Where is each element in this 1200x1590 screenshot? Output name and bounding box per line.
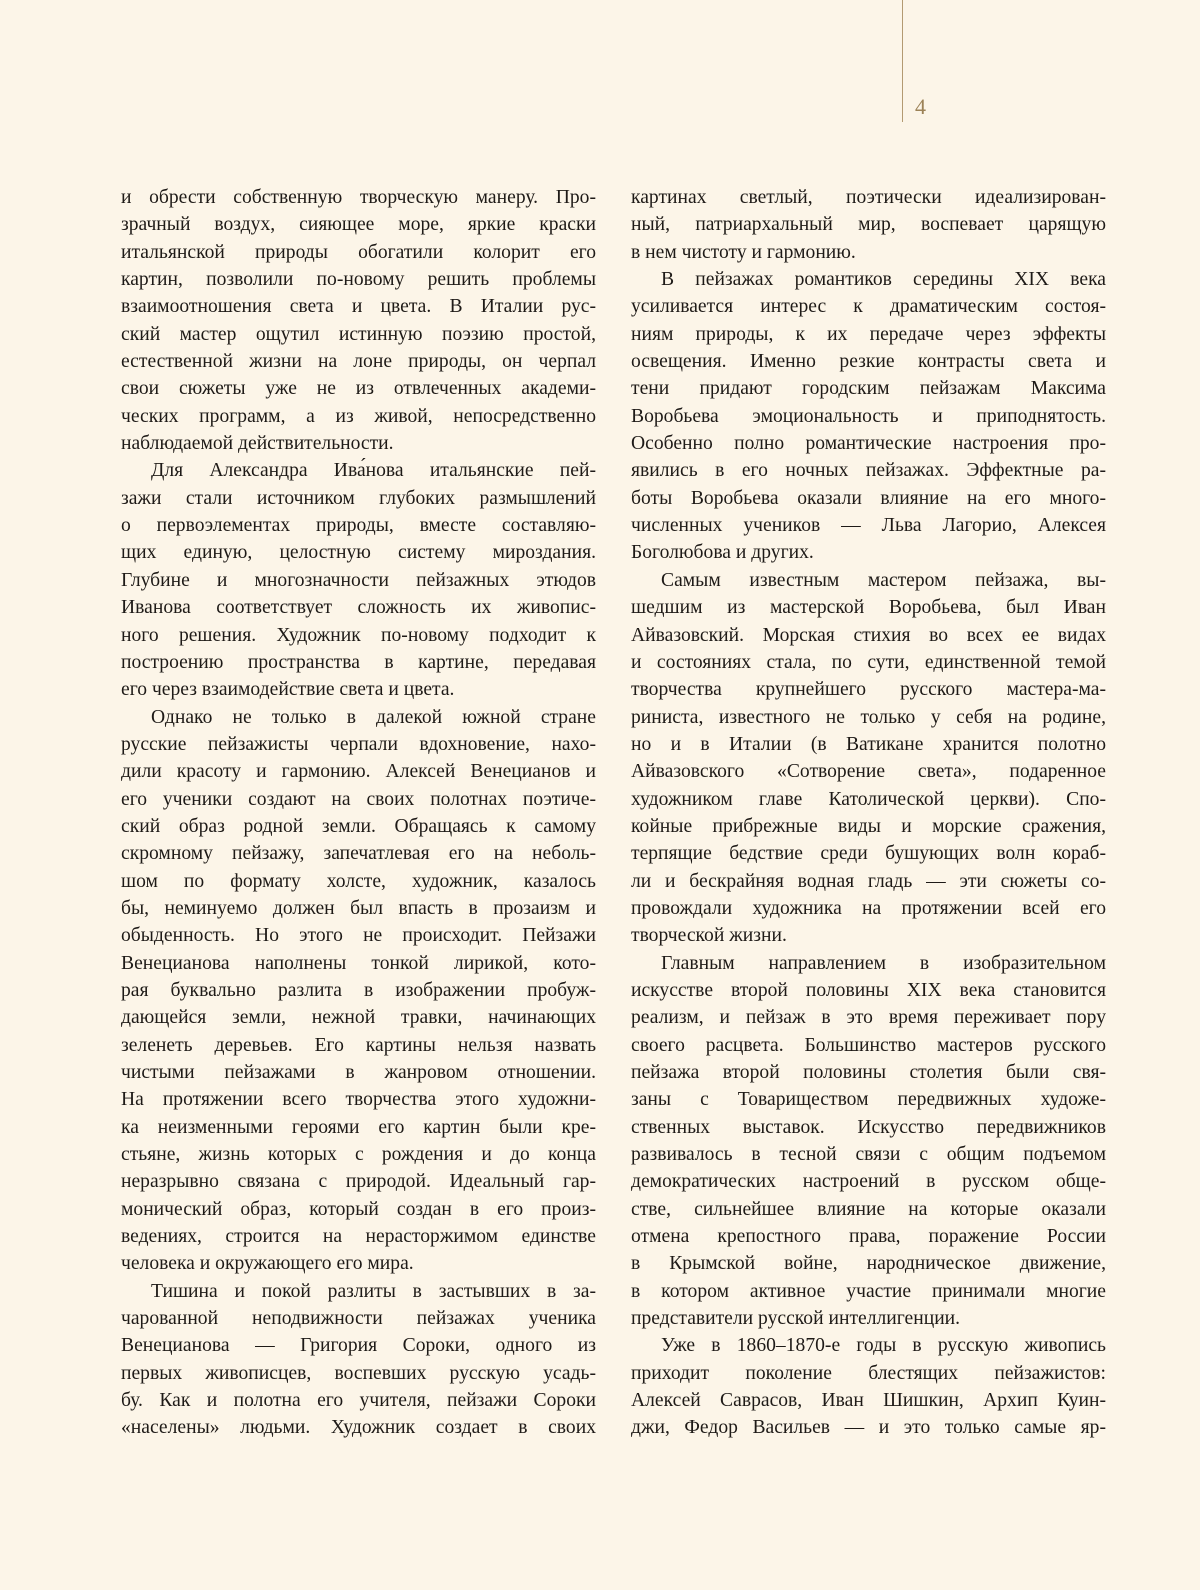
text-line: построению пространства в картине, передавая	[121, 651, 596, 673]
text-line: дили красоту и гармонию. Алексей Венецианов и	[121, 761, 596, 783]
text-line: его через взаимодействие света и цвета.	[121, 679, 455, 701]
text-line: ный, патриархальный мир, воспевает царящую	[631, 214, 1106, 236]
text-line: бу. Как и полотна его учителя, пейзажи Сороки	[121, 1390, 596, 1412]
text-line: шедшим из мастерской Воробьева, был Иван	[631, 597, 1106, 619]
text-line: Алексей Саврасов, Иван Шишкин, Архип Куин-	[631, 1390, 1106, 1412]
text-line: Для Александра Ива́нова итальянские пей-	[151, 460, 596, 482]
text-line: ский мастер ощутил истинную поэзию простой,	[121, 323, 596, 345]
text-line: численных учеников — Льва Лагорио, Алексея	[631, 515, 1106, 537]
text-line: в Крымской войне, народническое движение,	[631, 1253, 1106, 1275]
text-line: зеленеть деревьев. Его картины нельзя назвать	[121, 1034, 596, 1056]
text-line: русские пейзажисты черпали вдохновение, нахо-	[121, 733, 596, 755]
text-line: представители русской интеллигенции.	[631, 1308, 961, 1330]
text-line: зрачный воздух, сияющее море, яркие краски	[121, 214, 596, 236]
header-divider-line	[902, 0, 903, 122]
text-line: и обрести собственную творческую манеру. Про-	[121, 187, 596, 208]
text-line: Айвазовского «Сотворение света», подаренное	[631, 761, 1106, 783]
text-line: чарованной неподвижности пейзажах ученика	[121, 1308, 596, 1330]
text-line: ного решения. Художник по-новому подходит к	[121, 624, 596, 646]
text-line: искусстве второй половины XIX века становится	[631, 979, 1106, 1001]
text-line: Венецианова наполнены тонкой лирикой, кото-	[121, 952, 596, 974]
text-line: монический образ, который создан в его произ-	[121, 1198, 596, 1220]
text-line: взаимоотношения света и цвета. В Италии рус-	[121, 296, 596, 318]
text-line: ли и бескрайняя водная гладь — эти сюжеты со-	[631, 870, 1106, 892]
text-line: Боголюбова и других.	[631, 542, 814, 564]
text-line: шом по формату холсте, художник, казалось	[121, 870, 596, 892]
text-line: пейзажа второй половины столетия были свя-	[631, 1062, 1106, 1083]
text-line: своего расцвета. Большинство мастеров русского	[631, 1034, 1106, 1056]
text-line: Тишина и покой разлиты в застывших в за-	[151, 1280, 596, 1302]
text-line: творчества крупнейшего русского мастера-ма-	[631, 679, 1106, 701]
text-line: скромному пейзажу, запечатлевая его на неболь-	[121, 843, 596, 865]
text-line: реализм, и пейзаж в это время переживает пору	[631, 1007, 1106, 1029]
text-line: стве, сильнейшее влияние на которые оказали	[631, 1198, 1106, 1220]
text-line: в нем чистоту и гармонию.	[631, 241, 856, 263]
text-line: В пейзажах романтиков середины XIX века	[661, 269, 1106, 291]
text-line: демократических настроений в русском обще-	[631, 1171, 1106, 1193]
text-line: но и в Италии (в Ватикане хранится полотно	[631, 733, 1106, 755]
text-line: его ученики создают на своих полотнах поэтиче-	[121, 788, 596, 810]
text-line: обыденность. Но этого не происходит. Пейзажи	[121, 925, 596, 947]
text-line: чистыми пейзажами в жанровом отношении.	[121, 1062, 596, 1083]
text-line: Однако не только в далекой южной стране	[151, 706, 596, 728]
text-line: терпящие бедствие среди бушующих волн кораб-	[631, 843, 1106, 865]
text-line: ческих программ, а из живой, непосредственно	[121, 405, 596, 427]
text-line: Венецианова — Григория Сороки, одного из	[121, 1335, 596, 1357]
text-line: явились в его ночных пейзажах. Эффектные ра-	[631, 460, 1106, 482]
text-line: первых живописцев, воспевших русскую усадь-	[121, 1362, 596, 1384]
text-line: ниям природы, к их передаче через эффекты	[631, 323, 1106, 345]
text-line: Воробьева эмоциональность и приподнятость.	[631, 405, 1106, 427]
text-line: Уже в 1860–1870-е годы в русскую живопись	[661, 1335, 1106, 1357]
text-line: Самым известным мастером пейзажа, вы-	[661, 569, 1106, 591]
text-line: Иванова соответствует сложность их живопис-	[121, 597, 596, 619]
text-line: картинах светлый, поэтически идеализирован-	[631, 187, 1106, 208]
text-line: ка неизменными героями его картин были кре-	[121, 1116, 596, 1138]
text-line: рая буквально разлита в изображении пробуж-	[121, 979, 596, 1001]
text-line: Айвазовский. Морская стихия во всех ее видах	[631, 624, 1106, 646]
text-line: наблюдаемой действительности.	[121, 433, 394, 455]
text-line: человека и окружающего его мира.	[121, 1253, 414, 1275]
text-line: риниста, известного не только у себя на родине,	[631, 706, 1106, 728]
text-line: итальянской природы обогатили колорит его	[121, 241, 596, 263]
text-line: бы, неминуемо должен был впасть в прозаизм и	[121, 897, 596, 919]
text-line: «населены» людьми. Художник создает в своих	[121, 1417, 596, 1439]
text-line: Глубине и многозначности пейзажных этюдов	[121, 569, 596, 591]
text-line: естественной жизни на лоне природы, он черпал	[121, 351, 596, 373]
text-line: художником главе Католической церкви). Спо-	[631, 788, 1106, 810]
text-line: заны с Товариществом передвижных художе-	[631, 1089, 1106, 1111]
text-line: усиливается интерес к драматическим состоя-	[631, 296, 1106, 318]
right-text-column	[631, 184, 1106, 1442]
text-line: боты Воробьева оказали влияние на его много-	[631, 487, 1106, 509]
text-line: ственных выставок. Искусство передвижников	[631, 1116, 1106, 1138]
text-line: джи, Федор Васильев — и это только самые яр-	[631, 1417, 1106, 1439]
page-number: 4	[915, 94, 927, 119]
text-line: провождали художника на протяжении всей его	[631, 897, 1106, 919]
text-line: дающейся земли, нежной травки, начинающих	[121, 1007, 596, 1029]
text-line: Особенно полно романтические настроения про-	[631, 433, 1106, 455]
text-line: развивалось в тесной связи с общим подъемом	[631, 1144, 1106, 1166]
text-line: На протяжении всего творчества этого художни-	[121, 1089, 596, 1111]
text-line: отмена крепостного права, поражение России	[631, 1226, 1106, 1248]
text-line: тени придают городским пейзажам Максима	[631, 378, 1106, 400]
text-line: приходит поколение блестящих пейзажистов:	[631, 1362, 1106, 1384]
text-line: в котором активное участие принимали многие	[631, 1280, 1106, 1302]
text-line: неразрывно связана с природой. Идеальный гар-	[121, 1171, 596, 1193]
text-line: свои сюжеты уже не из отвлеченных академи-	[121, 378, 596, 400]
text-line: и состояниях стала, по сути, единственной темой	[631, 651, 1106, 673]
text-line: ведениях, строится на нерасторжимом единстве	[121, 1226, 596, 1248]
text-line: творческой жизни.	[631, 925, 787, 947]
left-text-column	[121, 184, 596, 1442]
text-line: освещения. Именно резкие контрасты света и	[631, 351, 1106, 373]
text-line: ский образ родной земли. Обращаясь к самому	[121, 815, 596, 837]
text-line: о первоэлементах природы, вместе составляю-	[121, 515, 596, 537]
text-line: щих единую, целостную систему мироздания.	[121, 542, 596, 564]
text-line: Главным направлением в изобразительном	[661, 952, 1106, 974]
text-line: картин, позволили по-новому решить проблемы	[121, 269, 596, 291]
text-line: койные прибрежные виды и морские сражения,	[631, 815, 1106, 837]
text-line: зажи стали источником глубоких размышлений	[121, 487, 596, 509]
text-line: стьяне, жизнь которых с рождения и до конца	[121, 1144, 596, 1166]
